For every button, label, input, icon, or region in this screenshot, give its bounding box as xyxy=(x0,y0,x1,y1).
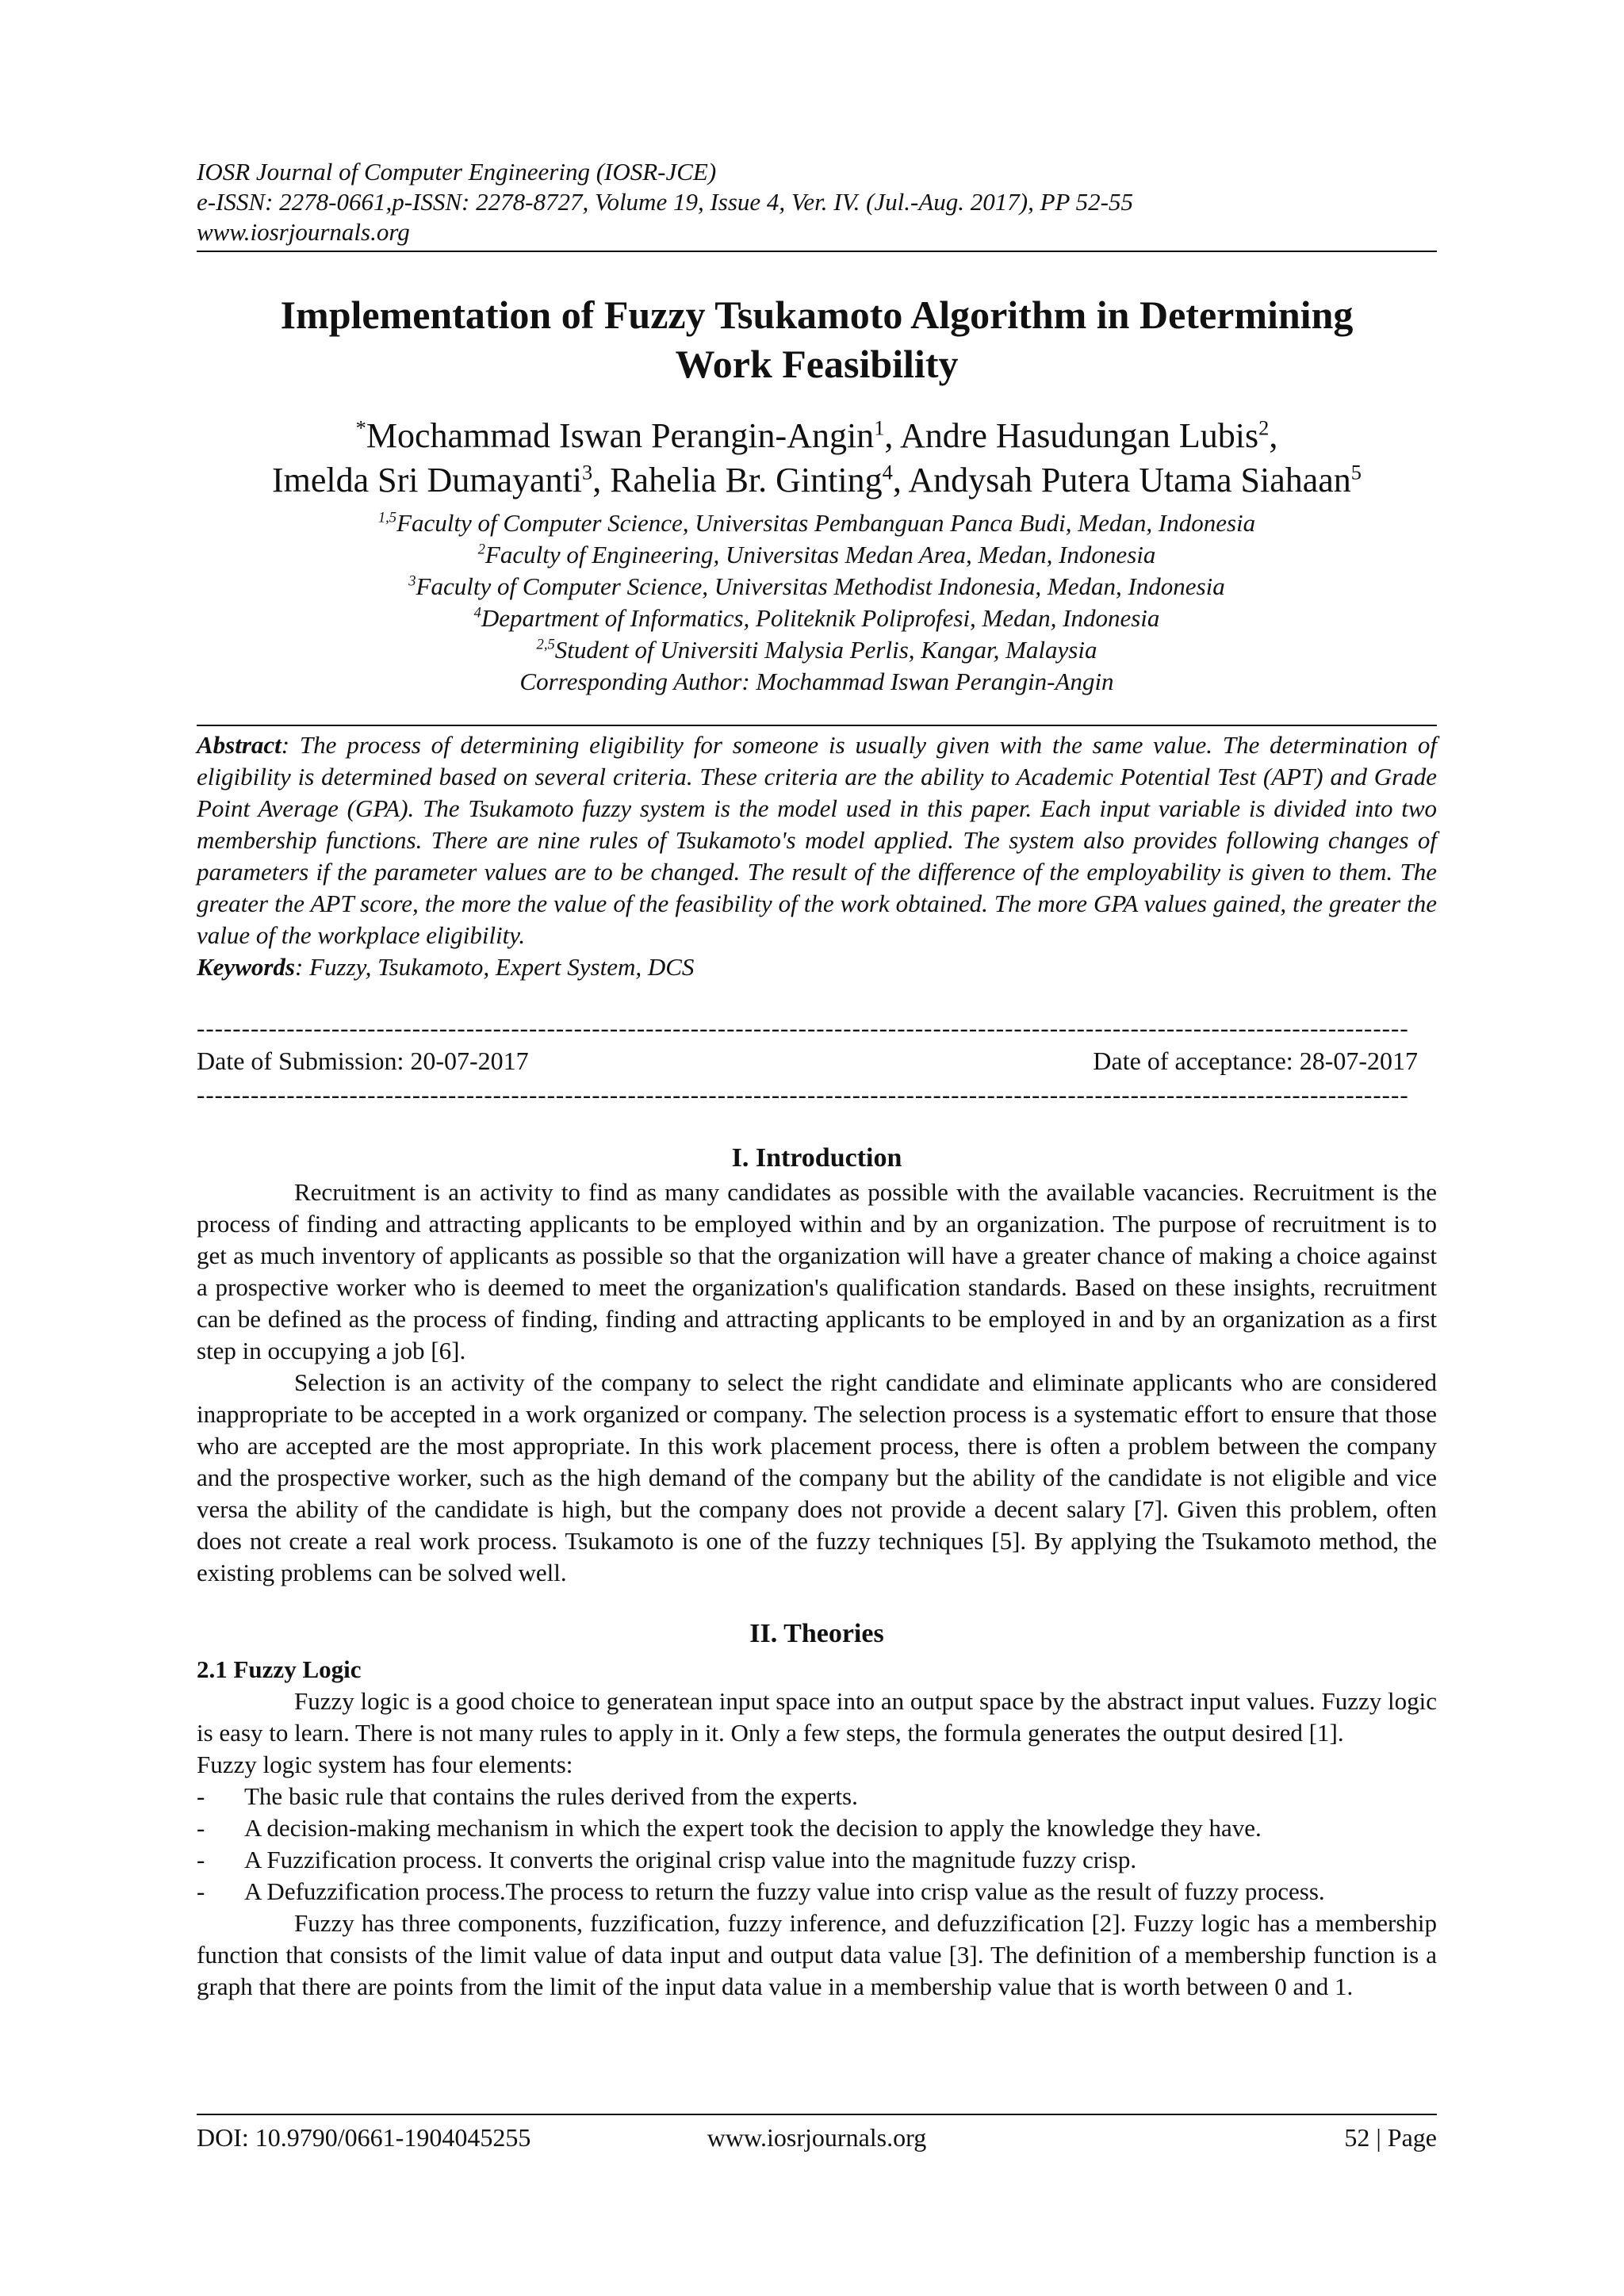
abstract-text xyxy=(197,729,1437,951)
affiliation-sup: 1,5 xyxy=(377,509,397,526)
bullet-dash: - xyxy=(197,1846,205,1873)
affiliation-sup: 2,5 xyxy=(536,636,555,653)
affiliation-4 xyxy=(197,603,1437,634)
keywords xyxy=(197,951,1437,983)
title-line-2: Work Feasibility xyxy=(675,342,959,386)
abstract-top-rule xyxy=(197,725,1437,726)
abstract-block xyxy=(197,729,1437,983)
affiliation-sup: 3 xyxy=(408,572,416,590)
theories-paragraph-2: Fuzzy logic system has four elements: xyxy=(197,1751,573,1778)
corresponding-mark: * xyxy=(355,415,366,440)
bullet-text: A Defuzzification process.The process to return the fuzzy value into crisp value as the result of fuzzy process. xyxy=(244,1877,1325,1905)
separator-top: --------------------------------------------------------------------------------------------------------------------------------------- xyxy=(197,1015,1409,1042)
keywords-text: : Fuzzy, Tsukamoto, Expert System, DCS xyxy=(295,953,695,981)
keywords-label: Keywords xyxy=(197,953,295,981)
submission-date: Date of Submission: 20-07-2017 xyxy=(197,1047,529,1075)
theories-body xyxy=(197,1686,1437,2003)
bullet-item xyxy=(197,1876,1437,1908)
author-1-sup: 1 xyxy=(874,415,885,440)
title-line-1: Implementation of Fuzzy Tsukamoto Algorithm in Determining xyxy=(280,293,1354,337)
affiliation-sup: 2 xyxy=(477,541,485,558)
acceptance-date: Date of acceptance: 28-07-2017 xyxy=(1093,1047,1418,1075)
subsection-heading-fuzzy-logic: 2.1 Fuzzy Logic xyxy=(197,1655,362,1683)
affiliation-text: Faculty of Computer Science, Universitas Pembanguan Panca Budi, Medan, Indonesia xyxy=(396,509,1256,537)
bullet-text: A decision-making mechanism in which the expert took the decision to apply the knowledge they have. xyxy=(244,1814,1262,1842)
author-line-end: , xyxy=(1269,416,1278,455)
paper-title xyxy=(197,290,1437,388)
author-4-sup: 4 xyxy=(882,460,893,484)
theories-paragraph-3: Fuzzy has three components, fuzzification, fuzzy inference, and defuzzification [2]. Fuzzy logic has a membership function that consists of the limit value of data input and output data value [3]. The definition of a membership function is a graph that there are points from the limit of the input data value in a membership value that is worth between 0 and 1. xyxy=(197,1909,1437,2000)
bullet-item xyxy=(197,1781,1437,1812)
bullet-dash: - xyxy=(197,1814,205,1842)
author-line-1 xyxy=(197,414,1437,458)
journal-name: IOSR Journal of Computer Engineering (IOSR-JCE) xyxy=(197,158,717,186)
section-heading-theories: II. Theories xyxy=(749,1619,884,1648)
author-4: , Rahelia Br. Ginting xyxy=(592,461,883,499)
bullet-dash: - xyxy=(197,1782,205,1810)
affiliation-text: Faculty of Engineering, Universitas Medan Area, Medan, Indonesia xyxy=(485,541,1156,568)
bullet-dash: - xyxy=(197,1877,205,1905)
affiliation-2 xyxy=(197,539,1437,571)
author-5: , Andysah Putera Utama Siahaan xyxy=(892,461,1351,499)
bullet-text: A Fuzzification process. It converts the original crisp value into the magnitude fuzzy crisp. xyxy=(244,1846,1137,1873)
separator-bottom: --------------------------------------------------------------------------------------------------------------------------------------- xyxy=(197,1081,1409,1108)
author-list xyxy=(197,414,1437,503)
author-line-2 xyxy=(197,458,1437,503)
author-2-sup: 2 xyxy=(1258,415,1270,440)
author-3-sup: 3 xyxy=(582,460,593,484)
affiliation-5 xyxy=(197,634,1437,666)
journal-issn: e-ISSN: 2278-0661,p-ISSN: 2278-8727, Volume 19, Issue 4, Ver. IV. (Jul.-Aug. 2017), PP 52-55 xyxy=(197,188,1133,216)
footer-site[interactable]: www.iosrjournals.org xyxy=(707,2123,927,2152)
author-2: , Andre Hasudungan Lubis xyxy=(884,416,1259,455)
affiliation-text: Student of Universiti Malysia Perlis, Kangar, Malaysia xyxy=(554,636,1097,664)
theories-paragraph-1: Fuzzy logic is a good choice to generatean input space into an output space by the abstract input values. Fuzzy logic is easy to learn. There is not many rules to apply in it. Only a few steps, the formula generates the output desired [1]. xyxy=(197,1687,1437,1747)
abstract-body: : The process of determining eligibility for someone is usually given with the same value. The determination of eligibility is determined based on several criteria. These criteria are the ability to Academic Potential Test (APT) and Grade Point Average (GPA). The Tsukamoto fuzzy system is the model used in this paper. Each input variable is divided into two membership functions. There are nine rules of Tsukamoto's model applied. The system also provides following changes of parameters if the parameter values are to be changed. The result of the difference of the employability is given to them. The greater the APT score, the more the value of the feasibility of the work obtained. The more GPA values gained, the greater the value of the workplace eligibility. xyxy=(197,731,1437,949)
author-1: Mochammad Iswan Perangin-Angin xyxy=(366,416,875,455)
affiliation-text: Faculty of Computer Science, Universitas Methodist Indonesia, Medan, Indonesia xyxy=(416,572,1225,600)
bullet-item xyxy=(197,1812,1437,1844)
section-heading-introduction: I. Introduction xyxy=(731,1143,902,1173)
intro-paragraph-1: Recruitment is an activity to find as many candidates as possible with the available vacancies. Recruitment is the process of finding and attracting applicants to be employed within and by an organization. The purpose of recruitment is to get as much inventory of applicants as possible so that the organization will have a greater chance of making a choice against a prospective worker who is deemed to meet the organization's qualification standards. Based on these insights, recruitment can be defined as the process of finding, finding and attracting applicants to be employed in and by an organization as a first step in occupying a job [6]. xyxy=(197,1178,1437,1364)
affiliation-sup: 4 xyxy=(473,604,481,622)
affiliations xyxy=(197,507,1437,698)
introduction-body xyxy=(197,1177,1437,1589)
footer-rule xyxy=(197,2114,1437,2115)
bullet-item xyxy=(197,1844,1437,1876)
bullet-text: The basic rule that contains the rules derived from the experts. xyxy=(244,1782,858,1810)
header-rule xyxy=(197,251,1437,252)
footer-page-number: 52 | Page xyxy=(1344,2123,1437,2152)
affiliation-3 xyxy=(197,571,1437,603)
affiliation-1 xyxy=(197,507,1437,539)
corresponding-author: Corresponding Author: Mochammad Iswan Perangin-Angin xyxy=(519,668,1114,695)
journal-header xyxy=(197,157,1437,247)
abstract-label: Abstract xyxy=(197,731,282,759)
author-5-sup: 5 xyxy=(1350,460,1362,484)
author-3: Imelda Sri Dumayanti xyxy=(271,461,582,499)
footer-doi: DOI: 10.9790/0661-1904045255 xyxy=(197,2123,531,2152)
affiliation-text: Department of Informatics, Politeknik Poliprofesi, Medan, Indonesia xyxy=(481,604,1160,632)
page-footer xyxy=(197,2122,1437,2153)
intro-paragraph-2: Selection is an activity of the company to select the right candidate and eliminate applicants who are considered inappropriate to be accepted in a work organized or company. The selection process is a systematic effort to ensure that those who are accepted are the most appropriate. In this work placement process, there is often a problem between the company and the prospective worker, such as the high demand of the company but the ability of the candidate is not eligible and vice versa the ability of the candidate is high, but the company does not provide a decent salary [7]. Given this problem, often does not create a real work process. Tsukamoto is one of the fuzzy techniques [5]. By applying the Tsukamoto method, the existing problems can be solved well. xyxy=(197,1368,1437,1586)
dates-row xyxy=(197,1045,1418,1077)
journal-site[interactable]: www.iosrjournals.org xyxy=(197,218,410,246)
